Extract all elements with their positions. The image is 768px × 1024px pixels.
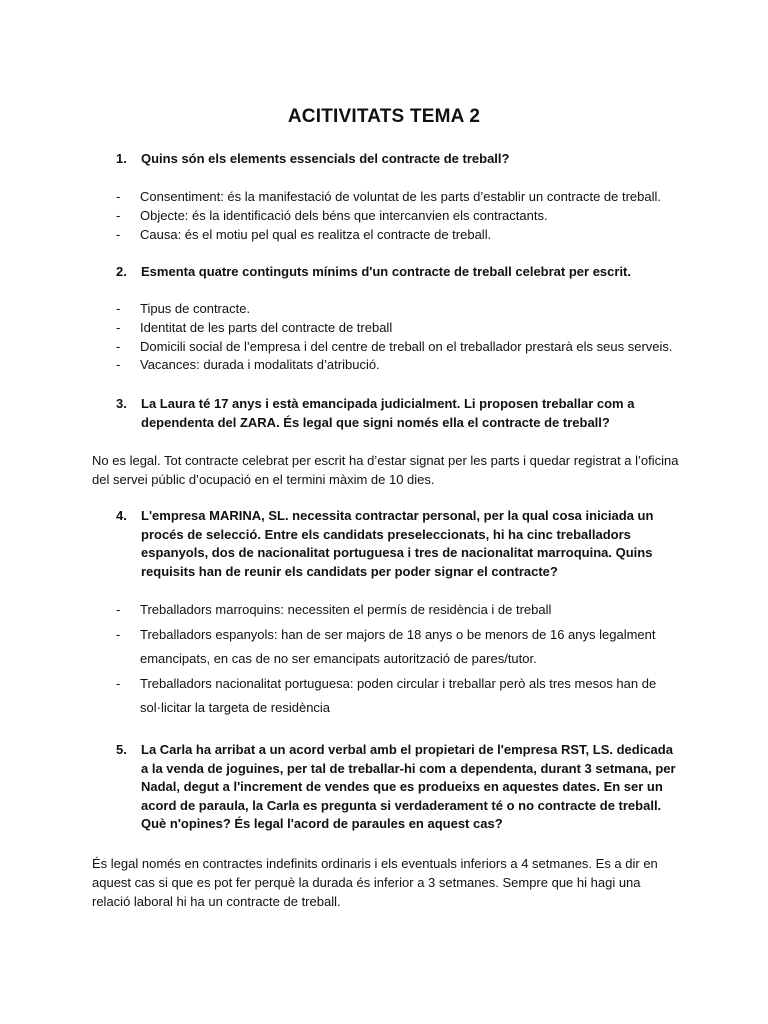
list-item: - Treballadors nacionalitat portuguesa: poden circular i treballar però als tres mesos han de sol·licitar la targeta de residència <box>116 672 696 721</box>
question-text: L'empresa MARINA, SL. necessita contractar personal, per la qual cosa iniciada un procés de selecció. Entre els candidats preseleccionats, hi ha cinc treballadors espanyols, dos de nacionalitat portuguesa i tres de nacionalitat marroquina. Quins requisits han de reunir els candidats per poder signar el contracte? <box>141 508 654 579</box>
list-item: - Identitat de les parts del contracte de treball <box>116 319 696 338</box>
list-item: - Objecte: és la identificació dels béns que intercanvien els contractants. <box>116 207 696 226</box>
question-3 <box>116 395 676 432</box>
answer-list-1 <box>116 188 696 244</box>
question-text: La Laura té 17 anys i està emancipada judicialment. Li proposen treballar com a dependenta del ZARA. És legal que signi només ella el contracte de treball? <box>141 396 635 430</box>
list-item: - Vacances: durada i modalitats d’atribució. <box>116 356 696 375</box>
question-2 <box>116 263 676 282</box>
list-item: - Tipus de contracte. <box>116 300 696 319</box>
question-text: Quins són els elements essencials del contracte de treball? <box>141 151 510 166</box>
list-item: - Causa: és el motiu pel qual es realitza el contracte de treball. <box>116 226 696 245</box>
question-number: 2. <box>116 264 127 279</box>
question-1 <box>116 150 676 169</box>
page-title: ACITIVITATS TEMA 2 <box>287 106 481 127</box>
question-number: 1. <box>116 151 127 166</box>
answer-paragraph-5: És legal només en contractes indefinits ordinaris i els eventuals inferiors a 4 setmanes. Es a dir en aquest cas si que es pot fer perquè la durada és inferior a 3 setmanes. Sempre que hi hagi una relació laboral hi ha un contracte de treball. <box>92 856 658 909</box>
list-item: - Treballadors marroquins: necessiten el permís de residència i de treball <box>116 598 696 623</box>
question-number: 3. <box>116 396 127 411</box>
answer-list-2 <box>116 300 696 375</box>
answer-paragraph-3: No es legal. Tot contracte celebrat per escrit ha d’estar signat per les parts i quedar registrat a l’oficina del servei públic d’ocupació en el termini màxim de 10 dies. <box>92 453 679 487</box>
question-4 <box>116 507 676 581</box>
question-number: 4. <box>116 508 127 523</box>
question-text: La Carla ha arribat a un acord verbal amb el propietari de l'empresa RST, LS. dedicada a la venda de joguines, per tal de treballar-hi com a dependenta, durant 3 setmana, per Nadal, degut a l'increment de vendes que es produeixs en aquestes dates. En ser un acord de paraula, la Carla es pregunta si verdaderament té o no contracte de treball. Què n'opines? És legal l'acord de paraules en aquest cas? <box>141 742 676 832</box>
question-number: 5. <box>116 742 127 757</box>
question-text: Esmenta quatre continguts mínims d'un contracte de treball celebrat per escrit. <box>141 264 631 279</box>
list-item: - Domicili social de l’empresa i del centre de treball on el treballador prestarà els seus serveis. <box>116 338 696 357</box>
list-item: - Treballadors espanyols: han de ser majors de 18 anys o be menors de 16 anys legalment emancipats, en cas de no ser emancipats autorització de pares/tutor. <box>116 623 696 672</box>
answer-list-4 <box>116 598 696 721</box>
list-item: - Consentiment: és la manifestació de voluntat de les parts d’establir un contracte de treball. <box>116 188 696 207</box>
question-5 <box>116 741 676 834</box>
